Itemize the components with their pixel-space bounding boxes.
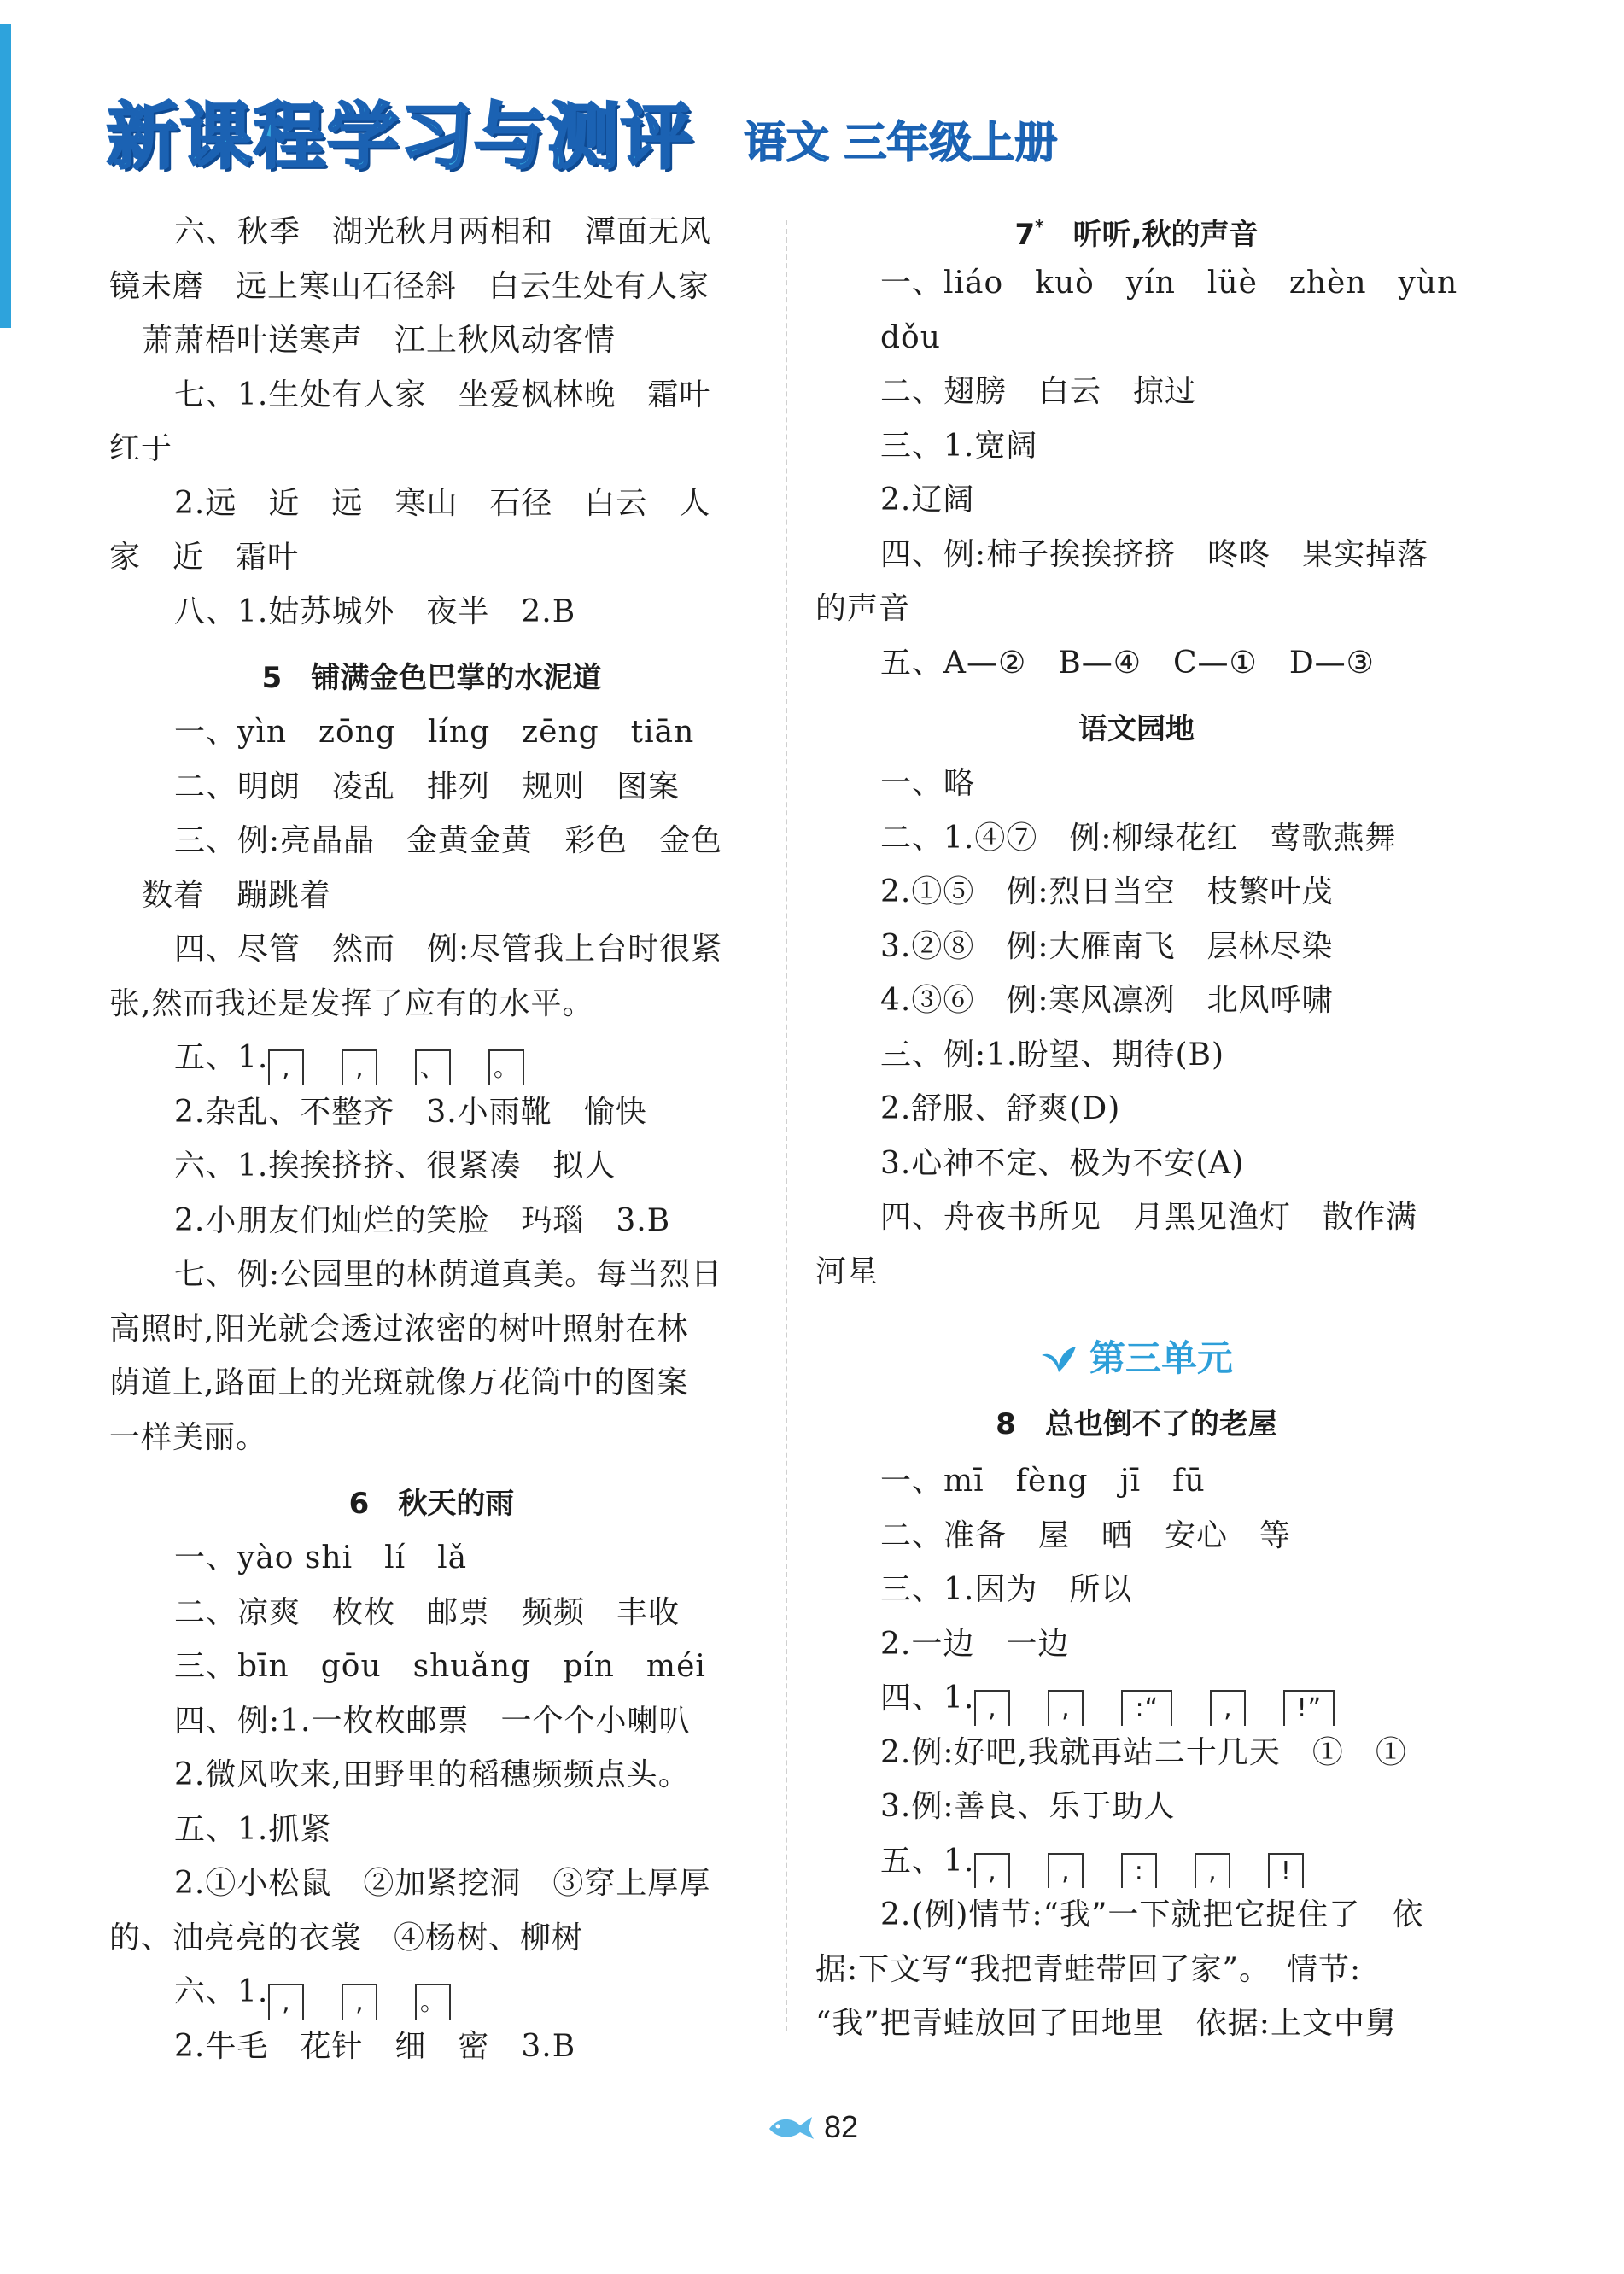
punctuation-answer-line bbox=[109, 1965, 754, 2020]
answer-line: 一、mī fèng jī fū bbox=[880, 1464, 1206, 1499]
answer-line: 二、准备 屋 晒 安心 等 bbox=[880, 1517, 1292, 1553]
punctuation-box: , bbox=[268, 1049, 304, 1085]
side-color-strip bbox=[0, 24, 11, 328]
punctuation-box: , bbox=[342, 1984, 377, 2020]
punctuation-box: , bbox=[268, 1984, 304, 2020]
punctuation-box: , bbox=[342, 1049, 377, 1085]
answer-line: 一、yìn zōng líng zēng tiān bbox=[174, 715, 695, 750]
answer-line: 张,然而我还是发挥了应有的水平。 bbox=[109, 985, 594, 1021]
answer-line: 四、尽管 然而 例:尽管我上台时很紧 bbox=[174, 932, 723, 967]
answer-line: 一、略 bbox=[880, 766, 976, 801]
lesson-name: 听听,秋的声音 bbox=[1072, 218, 1259, 252]
answer-line: 二、明朗 凌乱 排列 规则 图案 bbox=[174, 769, 681, 804]
answer-line: “我”把青蛙放回了田地里 依据:上文中舅 bbox=[815, 2006, 1397, 2041]
answer-line: 2.微风吹来,田野里的稻穗频频点头。 bbox=[174, 1757, 690, 1792]
answer-line: 高照时,阳光就会透过浓密的树叶照射在林 bbox=[109, 1311, 689, 1347]
answer-line: 五、A—② B—④ C—① D—③ bbox=[880, 645, 1375, 681]
answer-line: 二、1.④⑦ 例:柳绿花红 莺歌燕舞 bbox=[880, 820, 1397, 856]
punctuation-box: , bbox=[1048, 1690, 1084, 1726]
lesson-number: 7 bbox=[1014, 218, 1036, 252]
subject-grade: 语文 三年级上册 bbox=[744, 118, 1058, 167]
answer-line: 2.杂乱、不整齐 3.小雨靴 愉快 bbox=[174, 1094, 647, 1130]
answer-line: 3.②⑧ 例:大雁南飞 层林尽染 bbox=[880, 928, 1334, 964]
punctuation-box: , bbox=[1210, 1690, 1246, 1726]
lesson-title: 6 秋天的雨 bbox=[348, 1487, 515, 1521]
answer-line: 3.心神不定、极为不安(A) bbox=[880, 1145, 1245, 1181]
answer-line: 2.辽阔 bbox=[880, 482, 975, 517]
answer-line: 红于 bbox=[109, 431, 173, 466]
fish-ornament-icon bbox=[766, 2110, 817, 2144]
unit-heading bbox=[815, 1299, 1458, 1401]
leaf-icon bbox=[1040, 1343, 1078, 1374]
answer-line: 三、例:1.盼望、期待(B) bbox=[880, 1037, 1225, 1073]
punctuation-box: 。 bbox=[415, 1984, 451, 2020]
punctuation-box: , bbox=[974, 1690, 1010, 1726]
unit-title: 第三单元 bbox=[1089, 1337, 1233, 1379]
page-header bbox=[107, 79, 1058, 178]
lesson-title: 8 总也倒不了的老屋 bbox=[996, 1407, 1277, 1441]
page-footer bbox=[0, 2109, 1624, 2160]
answer-line: 六、1.挨挨挤挤、很紧凑 拟人 bbox=[174, 1149, 616, 1184]
answer-line: 的、油亮亮的衣裳 ④杨树、柳树 bbox=[109, 1920, 584, 1955]
answer-line: 八、1.姑苏城外 夜半 2.B bbox=[174, 593, 576, 629]
punctuation-answer-line bbox=[815, 1834, 1458, 1889]
punctuation-answer-line bbox=[815, 1671, 1458, 1726]
answer-line: 一、liáo kuò yín lüè zhèn yùn bbox=[880, 266, 1458, 301]
answer-line: 2.小朋友们灿烂的笑脸 玛瑙 3.B bbox=[174, 1202, 671, 1238]
punctuation-box: : bbox=[1121, 1853, 1157, 1889]
answer-line: 四、例:柿子挨挨挤挤 咚咚 果实掉落 bbox=[880, 536, 1429, 572]
answer-line: 2.舒服、舒爽(D) bbox=[880, 1091, 1121, 1126]
answer-line: 河星 bbox=[815, 1254, 879, 1289]
answer-line: 六、秋季 湖光秋月两相和 潭面无风 bbox=[174, 214, 712, 249]
answer-line: 家 近 霜叶 bbox=[109, 540, 300, 575]
answer-line: 4.③⑥ 例:寒风凛冽 北风呼啸 bbox=[880, 983, 1334, 1018]
answer-line: 三、bīn gōu shuǎng pín méi bbox=[174, 1649, 706, 1684]
page-number: 82 bbox=[823, 2109, 859, 2144]
punctuation-box: , bbox=[1048, 1853, 1084, 1889]
column-divider bbox=[786, 220, 787, 2031]
answer-line: 3.例:善良、乐于助人 bbox=[880, 1789, 1176, 1824]
answer-line: 二、翅膀 白云 掠过 bbox=[880, 374, 1197, 409]
left-column bbox=[109, 205, 754, 2073]
optional-lesson-mark: * bbox=[1035, 216, 1044, 237]
answer-prefix: 五、1. bbox=[880, 1843, 975, 1879]
answer-line: 荫道上,路面上的光斑就像万花筒中的图案 bbox=[109, 1365, 689, 1400]
answer-line: 一样美丽。 bbox=[109, 1419, 268, 1455]
answer-line: 2.例:好吧,我就再站二十几天 ① ① bbox=[880, 1734, 1407, 1770]
answer-line: 七、例:公园里的林荫道真美。每当烈日 bbox=[174, 1257, 723, 1292]
answer-line: 五、1.抓紧 bbox=[174, 1811, 332, 1847]
answer-line: 数着 蹦跳着 bbox=[142, 877, 332, 913]
answer-line: 2.一边 一边 bbox=[880, 1626, 1070, 1662]
answer-line: 萧萧梧叶送寒声 江上秋风动客情 bbox=[142, 323, 616, 358]
answer-line: 2.①⑤ 例:烈日当空 枝繁叶茂 bbox=[880, 874, 1334, 909]
answer-line: 2.牛毛 花针 细 密 3.B bbox=[174, 2028, 576, 2064]
punctuation-box: ! bbox=[1268, 1853, 1304, 1889]
answer-prefix: 六、1. bbox=[174, 1974, 269, 2009]
punctuation-box: :“ bbox=[1121, 1690, 1172, 1726]
answer-line: 一、yào shi lí lǎ bbox=[174, 1540, 468, 1575]
answer-line: 四、例:1.一枚枚邮票 一个个小喇叭 bbox=[174, 1703, 691, 1739]
right-column bbox=[815, 205, 1458, 2051]
answer-line: 2.①小松鼠 ②加紧挖洞 ③穿上厚厚 bbox=[174, 1866, 711, 1901]
section-title: 语文园地 bbox=[1078, 712, 1195, 746]
brand-title: 新课程学习与测评 bbox=[107, 95, 695, 178]
answer-line: 镜未磨 远上寒山石径斜 白云生处有人家 bbox=[109, 268, 710, 304]
answer-line: 三、例:亮晶晶 金黄金黄 彩色 金色 bbox=[174, 823, 723, 858]
answer-line: 2.(例)情节:“我”一下就把它捉住了 依 bbox=[880, 1897, 1424, 1932]
answer-prefix: 四、1. bbox=[880, 1681, 975, 1716]
answer-line: 2.远 近 远 寒山 石径 白云 人 bbox=[174, 485, 711, 521]
punctuation-box: 、 bbox=[415, 1049, 451, 1085]
punctuation-box: !” bbox=[1283, 1690, 1335, 1726]
lesson-title: 5 铺满金色巴掌的水泥道 bbox=[261, 661, 602, 695]
punctuation-box: , bbox=[974, 1853, 1010, 1889]
answer-line: 四、舟夜书所见 月黑见渔灯 散作满 bbox=[880, 1200, 1418, 1235]
punctuation-box: 。 bbox=[488, 1049, 524, 1085]
answer-line: 的声音 bbox=[815, 591, 911, 626]
lesson-title bbox=[815, 205, 1458, 256]
punctuation-answer-line bbox=[109, 1031, 754, 1085]
answer-prefix: 五、1. bbox=[174, 1040, 269, 1075]
answer-line: dǒu bbox=[880, 319, 941, 355]
answer-line: 三、1.宽阔 bbox=[880, 428, 1038, 464]
answer-line: 七、1.生处有人家 坐爱枫林晚 霜叶 bbox=[174, 377, 711, 412]
answer-line: 三、1.因为 所以 bbox=[880, 1572, 1133, 1607]
answer-line: 据:下文写“我把青蛙带回了家”。 情节: bbox=[815, 1951, 1362, 1987]
answer-line: 二、凉爽 枚枚 邮票 频频 丰收 bbox=[174, 1594, 681, 1630]
punctuation-box: , bbox=[1195, 1853, 1230, 1889]
